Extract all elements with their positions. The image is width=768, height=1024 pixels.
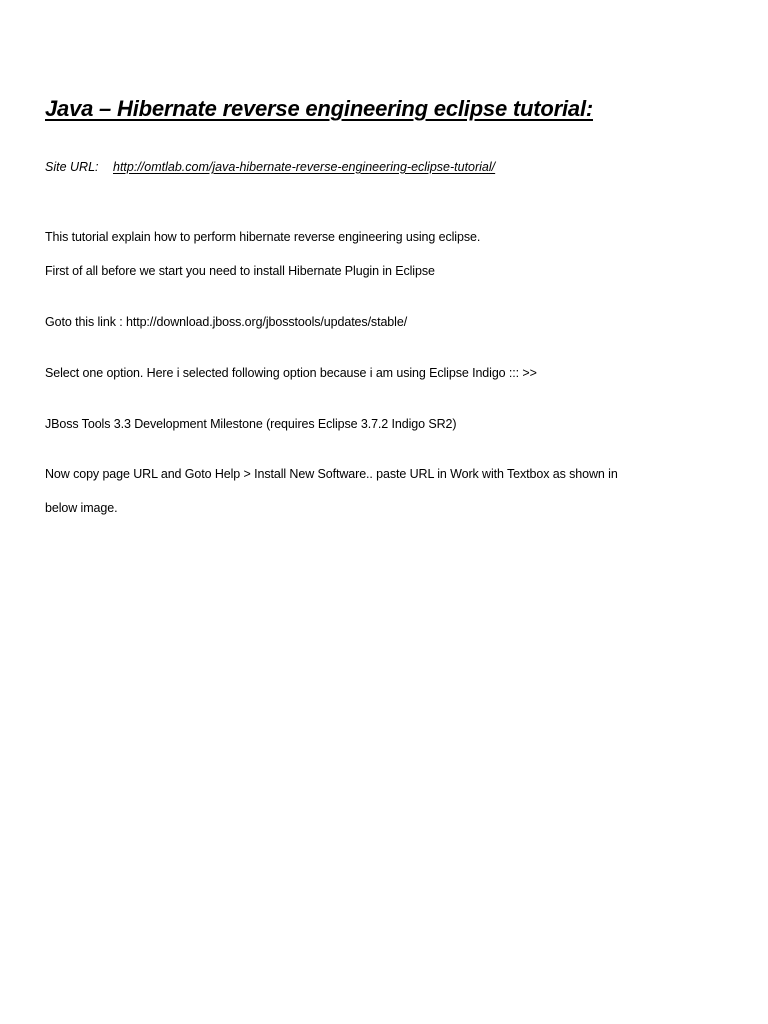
paragraph-intro: This tutorial explain how to perform hibernate reverse engineering using eclipse. bbox=[45, 230, 481, 244]
site-url-label: Site URL: bbox=[45, 160, 99, 174]
site-url-link[interactable]: http://omtlab.com/java-hibernate-reverse-engineering-eclipse-tutorial/ bbox=[113, 160, 496, 174]
paragraph-below-image: below image. bbox=[45, 501, 118, 515]
paragraph-jboss-tools: JBoss Tools 3.3 Development Milestone (requires Eclipse 3.7.2 Indigo SR2) bbox=[45, 417, 457, 431]
paragraph-copy-url: Now copy page URL and Goto Help > Install New Software.. paste URL in Work with Textbox as shown in bbox=[45, 467, 618, 481]
page-title: Java – Hibernate reverse engineering eclipse tutorial: bbox=[45, 96, 593, 121]
site-url-line bbox=[45, 160, 495, 174]
paragraph-goto-link: Goto this link : http://download.jboss.org/jbosstools/updates/stable/ bbox=[45, 315, 408, 329]
paragraph-install-plugin: First of all before we start you need to install Hibernate Plugin in Eclipse bbox=[45, 264, 435, 278]
paragraph-select-option: Select one option. Here i selected following option because i am using Eclipse Indigo ::: >> bbox=[45, 366, 537, 380]
